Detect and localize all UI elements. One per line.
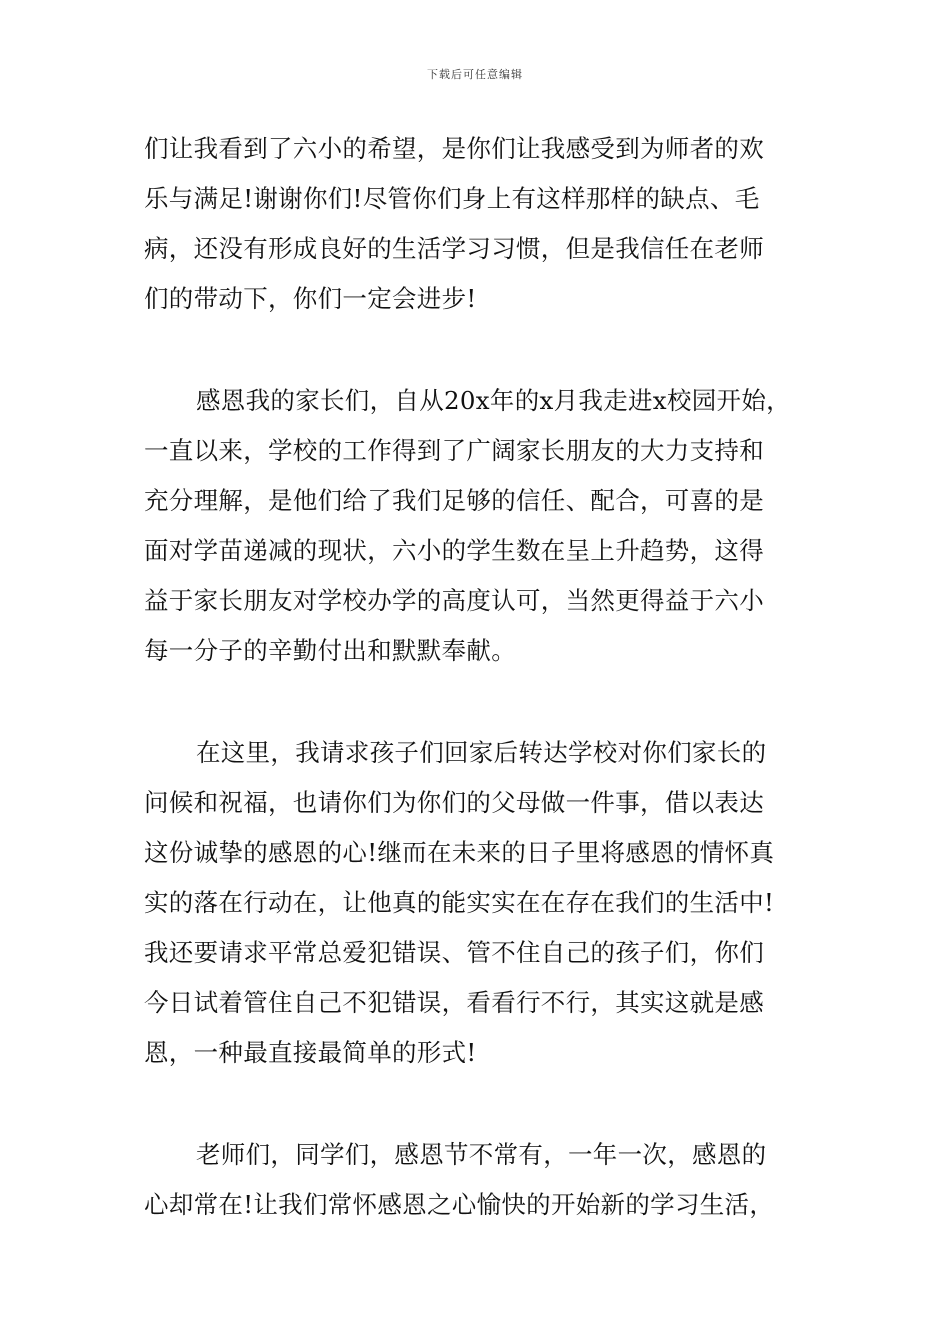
text-line: 实的落在行动在，让他真的能实实在在存在我们的生活中! [144,888,775,917]
paragraph-gap [144,676,814,728]
text-line: 们的带动下，你们一定会进步! [144,284,477,313]
text-line: 在这里，我请求孩子们回家后转达学校对你们家长的 [196,738,767,767]
paragraph-3 [144,728,814,1078]
text-line: 充分理解，是他们给了我们足够的信任、配合，可喜的是 [144,486,764,515]
document-body [144,124,814,1230]
text-line: 这份诚挚的感恩的心!继而在未来的日子里将感恩的情怀真 [144,838,775,867]
text-line: 老师们，同学们，感恩节不常有，一年一次，感恩的 [196,1140,767,1169]
text-line: 乐与满足!谢谢你们!尽管你们身上有这样那样的缺点、毛 [144,184,760,213]
text-line: 们让我看到了六小的希望，是你们让我感受到为师者的欢 [144,134,764,163]
text-line: 益于家长朋友对学校办学的高度认可，当然更得益于六小 [144,586,764,615]
text-line: 心却常在!让我们常怀感恩之心愉快的开始新的学习生活， [144,1190,775,1219]
text-line: 今日试着管住自己不犯错误，看看行不行，其实这就是感 [144,988,764,1017]
text-line: 我还要请求平常总爱犯错误、管不住自己的孩子们，你们 [144,938,764,967]
paragraph-2 [144,376,814,676]
text-line: 面对学苗递减的现状，六小的学生数在呈上升趋势，这得 [144,536,764,565]
paragraph-1 [144,124,814,324]
page-header-note: 下载后可任意编辑 [427,68,523,81]
paragraph-gap [144,324,814,376]
paragraph-gap [144,1078,814,1130]
text-line: 病，还没有形成良好的生活学习习惯，但是我信任在老师 [144,234,764,263]
paragraph-4 [144,1130,814,1230]
text-line: 感恩我的家长们，自从20x年的x月我走进x校园开始， [196,386,791,415]
text-line: 问候和祝福，也请你们为你们的父母做一件事，借以表达 [144,788,764,817]
text-line: 每一分子的辛勤付出和默默奉献。 [144,636,516,665]
text-line: 一直以来，学校的工作得到了广阔家长朋友的大力支持和 [144,436,764,465]
text-line: 恩，一种最直接最简单的形式! [144,1038,477,1067]
